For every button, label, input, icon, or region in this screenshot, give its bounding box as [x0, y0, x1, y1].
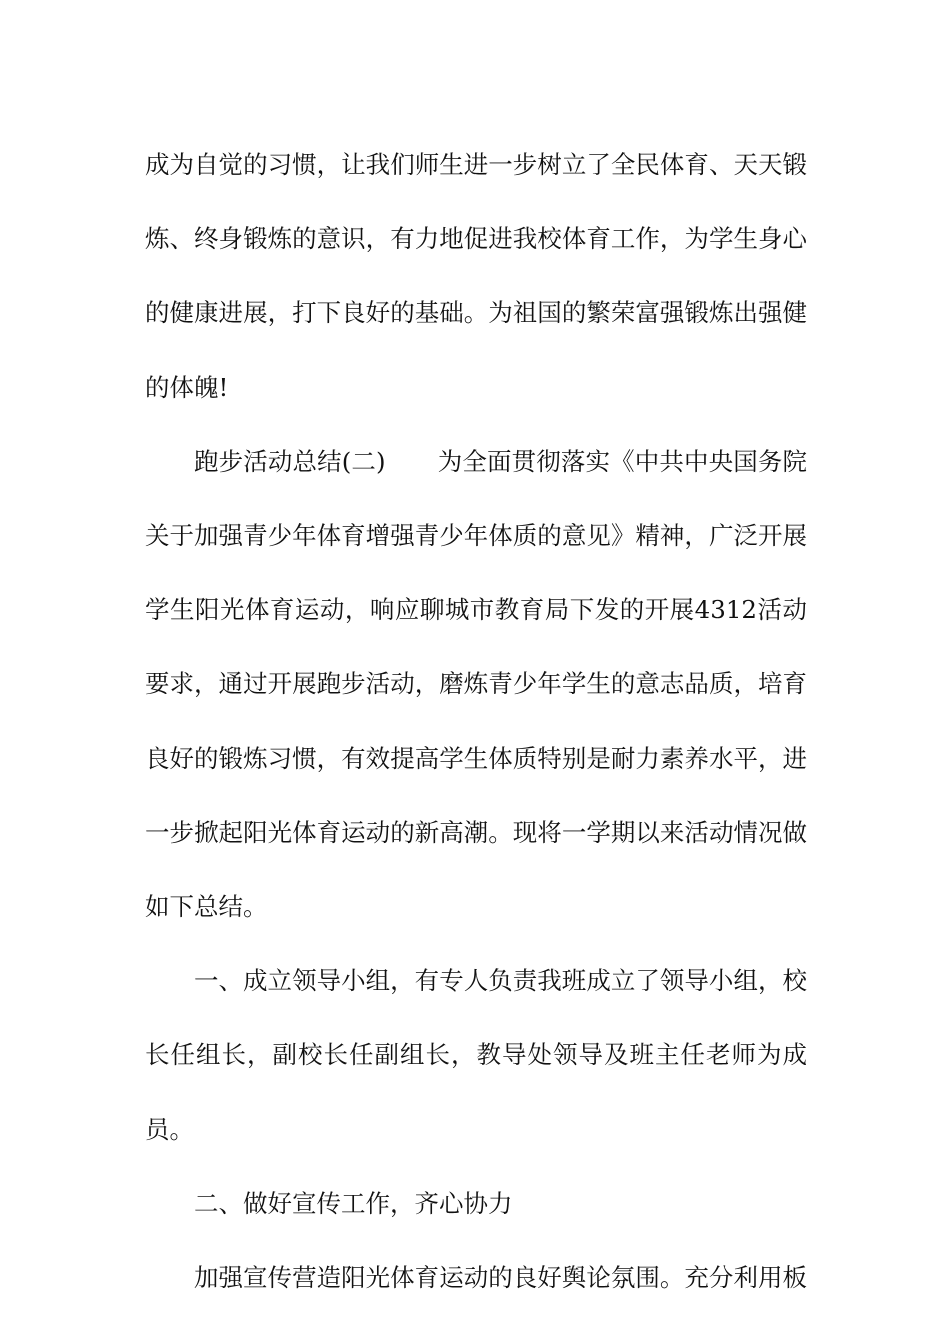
paragraph-text: 成为自觉的习惯，让我们师生进一步树立了全民体育、天天锻炼、终身锻炼的意识，有力地促进我校体育工作，为学生身心的健康进展，打下良好的基础。为祖国的繁荣富强锻炼出强健的体魄! — [145, 150, 807, 402]
document-body — [145, 128, 807, 1315]
paragraph-conclusion — [145, 128, 807, 425]
paragraph-publicity — [145, 1241, 807, 1315]
section-heading: 跑步活动总结(二) — [194, 446, 386, 476]
paragraph-text: 加强宣传营造阳光体育运动的良好舆论氛围。充分利用板 — [194, 1263, 807, 1293]
paragraph-publicity-heading — [145, 1167, 807, 1241]
paragraph-summary-two — [145, 425, 807, 944]
paragraph-leadership-group — [145, 944, 807, 1167]
paragraph-text: 一、成立领导小组，有专人负责我班成立了领导小组，校长任组长，副校长任副组长，教导处领导及班主任老师为成员。 — [145, 966, 807, 1144]
paragraph-text: 二、做好宣传工作，齐心协力 — [194, 1188, 513, 1218]
paragraph-text: 为全面贯彻落实《中共中央国务院关于加强青少年体育增强青少年体质的意见》精神，广泛开展学生阳光体育运动，响应聊城市教育局下发的开展4312活动要求，通过开展跑步活动，磨炼青少年学生的意志品质，培育良好的锻炼习惯，有效提高学生体质特别是耐力素养水平，进一步掀起阳光体育运动的新高潮。现将一学期以来活动情况做如下总结。 — [145, 446, 807, 922]
